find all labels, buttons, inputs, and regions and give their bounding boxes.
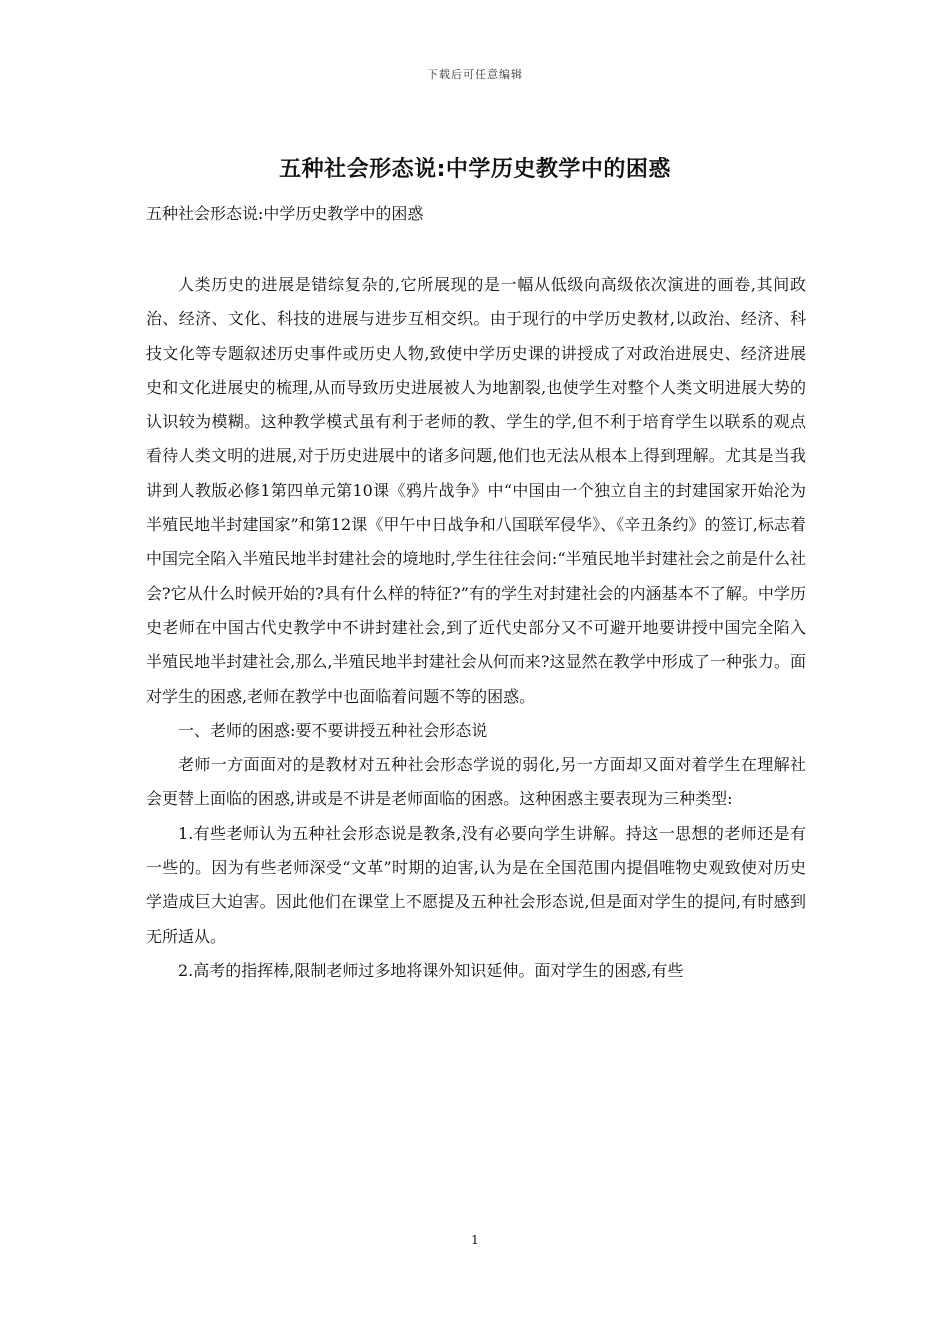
document-title: 五种社会形态说:中学历史教学中的困惑 [279,157,671,182]
document-body [146,268,806,988]
paragraph-teacher-confusion: 老师一方面面对的是教材对五种社会形态学说的弱化,另一方面却又面对着学生在理解社会更替上面临的困惑,讲或是不讲是老师面临的困惑。这种困惑主要表现为三种类型: [146,755,806,809]
page-number: 1 [471,1233,479,1247]
list-item-1: 1.有些老师认为五种社会形态说是教条,没有必要向学生讲解。持这一思想的老师还是有一些的。因为有些老师深受“文革”时期的迫害,认为是在全国范围内提倡唯物史观致使对历史学造成巨大迫害。因此他们在课堂上不愿提及五种社会形态说,但是面对学生的提问,有时感到无所适从。 [146,823,806,946]
list-item-2: 2.高考的指挥棒,限制老师过多地将课外知识延伸。面对学生的困惑,有些 [178,960,684,980]
page-header: 下载后可任意编辑 [427,68,523,81]
section-heading-teacher-confusion: 一、老师的困惑:要不要讲授五种社会形态说 [178,720,488,740]
document-subtitle: 五种社会形态说:中学历史教学中的困惑 [146,204,424,223]
paragraph-intro: 人类历史的进展是错综复杂的,它所展现的是一幅从低级向高级依次演进的画卷,其间政治、经济、文化、科技的进展与进步互相交织。由于现行的中学历史教材,以政治、经济、科技文化等专题叙述历史事件或历史人物,致使中学历史课的讲授成了对政治进展史、经济进展史和文化进展史的梳理,从而导致历史进展被人为地割裂,也使学生对整个人类文明进展大势的认识较为模糊。这种教学模式虽有利于老师的教、学生的学,但不利于培育学生以联系的观点看待人类文明的进展,对于历史进展中的诸多问题,他们也无法从根本上得到理解。尤其是当我讲到人教版必修1第四单元第10课《鸦片战争》中“中国由一个独立自主的封建国家开始沦为半殖民地半封建国家”和第12课《甲午中日战争和八国联军侵华》、《辛丑条约》的签订,标志着中国完全陷入半殖民地半封建社会的境地时,学生往往会问:“半殖民地半封建社会之前是什么社会?它从什么时候开始的?具有什么样的特征?”有的学生对封建社会的内涵基本不了解。中学历史老师在中国古代史教学中不讲封建社会,到了近代史部分又不可避开地要讲授中国完全陷入半殖民地半封建社会,那么,半殖民地半封建社会从何而来?这显然在教学中形成了一种张力。面对学生的困惑,老师在教学中也面临着问题不等的困惑。 [146,275,806,706]
